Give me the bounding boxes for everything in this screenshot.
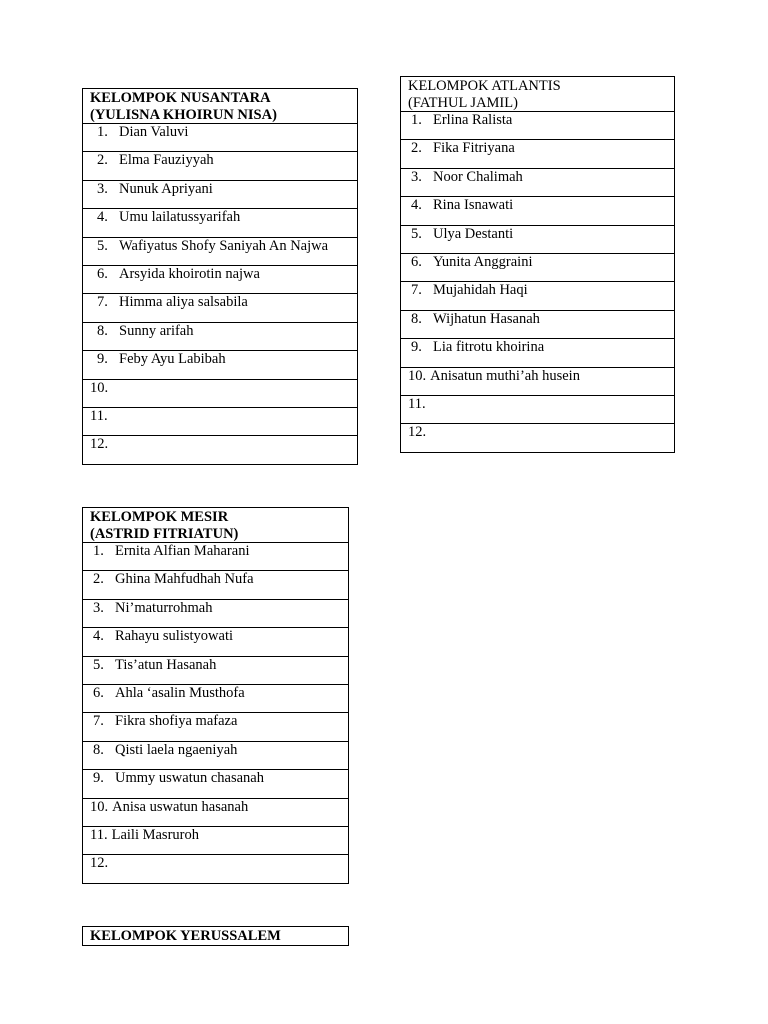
- member-row: [82, 152, 358, 180]
- member-row: [400, 169, 675, 197]
- group-coordinator: (FATHUL JAMIL): [408, 95, 518, 111]
- member-number: 4.: [93, 628, 104, 645]
- member-number: 5.: [93, 656, 104, 673]
- member-row: [82, 380, 358, 408]
- member-number: 12.: [90, 855, 109, 872]
- member-row: [82, 770, 349, 798]
- member-name: Wijhatun Hasanah: [433, 310, 540, 327]
- member-row: [400, 140, 675, 168]
- member-name: Rina Isnawati: [433, 197, 514, 214]
- member-number: 2.: [93, 571, 104, 588]
- member-row: [400, 112, 675, 140]
- member-number: 4.: [97, 209, 108, 226]
- member-row: [82, 799, 349, 827]
- member-number: 6.: [97, 265, 108, 282]
- member-row: [82, 408, 358, 436]
- member-row: [82, 238, 358, 266]
- group-nusantara: [82, 88, 358, 465]
- member-name: Dian Valuvi: [119, 124, 189, 140]
- member-row: [400, 396, 675, 424]
- member-name: Noor Chalimah: [433, 168, 523, 185]
- member-row: [82, 351, 358, 379]
- member-row: [82, 571, 349, 599]
- group-yerussalem: [82, 926, 349, 946]
- member-row: [82, 742, 349, 770]
- member-name: Fika Fitriyana: [433, 140, 515, 157]
- member-row: [82, 685, 349, 713]
- member-number: 5.: [97, 237, 108, 254]
- group-header: [82, 926, 349, 946]
- member-row: [400, 197, 675, 225]
- member-name: Anisa uswatun hasanah: [112, 798, 249, 815]
- group-mesir: [82, 507, 349, 884]
- member-number: 7.: [411, 282, 422, 299]
- member-number: 12.: [408, 424, 427, 441]
- member-number: 8.: [411, 310, 422, 327]
- member-name: Yunita Anggraini: [433, 253, 533, 270]
- member-number: 1.: [97, 124, 108, 140]
- group-coordinator: (YULISNA KHOIRUN NISA): [90, 107, 277, 123]
- member-number: 3.: [97, 180, 108, 197]
- member-row: [82, 628, 349, 656]
- member-name: Ghina Mahfudhah Nufa: [115, 571, 254, 588]
- member-list: [82, 543, 349, 884]
- member-row: [82, 436, 358, 464]
- member-name: Himma aliya salsabila: [119, 294, 248, 311]
- member-number: 4.: [411, 197, 422, 214]
- member-name: Ni’maturrohmah: [115, 599, 213, 616]
- group-title: KELOMPOK MESIR: [90, 509, 229, 525]
- member-number: 9.: [97, 351, 108, 368]
- member-name: Elma Fauziyyah: [119, 152, 214, 169]
- member-number: 2.: [411, 140, 422, 157]
- member-row: [82, 209, 358, 237]
- member-number: 10.: [90, 798, 109, 815]
- member-number: 1.: [411, 112, 422, 128]
- member-number: 12.: [90, 436, 109, 453]
- member-name: Mujahidah Haqi: [433, 282, 528, 299]
- member-name: Lia fitrotu khoirina: [433, 339, 545, 356]
- member-name: Anisatun muthi’ah husein: [430, 367, 580, 384]
- member-name: Umu lailatussyarifah: [119, 209, 241, 226]
- member-number: 7.: [97, 294, 108, 311]
- member-number: 3.: [93, 599, 104, 616]
- member-number: 2.: [97, 152, 108, 169]
- member-row: [82, 124, 358, 152]
- member-number: 5.: [411, 225, 422, 242]
- member-name: Feby Ayu Labibah: [119, 351, 226, 368]
- member-number: 7.: [93, 713, 104, 730]
- member-row: [82, 827, 349, 855]
- member-row: [400, 424, 675, 452]
- member-number: 10.: [408, 367, 427, 384]
- member-row: [400, 226, 675, 254]
- member-row: [400, 311, 675, 339]
- member-number: 1.: [93, 543, 104, 559]
- member-row: [82, 657, 349, 685]
- member-row: [400, 254, 675, 282]
- member-name: Wafiyatus Shofy Saniyah An Najwa: [119, 237, 329, 254]
- member-row: [82, 713, 349, 741]
- group-header: [82, 507, 349, 543]
- member-number: 11.: [90, 826, 108, 843]
- group-header: [82, 88, 358, 124]
- member-row: [82, 266, 358, 294]
- member-row: [82, 323, 358, 351]
- member-name: Erlina Ralista: [433, 112, 513, 128]
- member-name: Laili Masruroh: [111, 826, 199, 843]
- group-header: [400, 76, 675, 112]
- member-number: 10.: [90, 379, 109, 396]
- member-name: Qisti laela ngaeniyah: [115, 741, 238, 758]
- member-number: 6.: [93, 684, 104, 701]
- member-row: [82, 294, 358, 322]
- member-name: Fikra shofiya mafaza: [115, 713, 238, 730]
- group-coordinator: (ASTRID FITRIATUN): [90, 526, 239, 542]
- member-name: Rahayu sulistyowati: [115, 628, 234, 645]
- member-row: [400, 282, 675, 310]
- member-number: 9.: [411, 339, 422, 356]
- member-name: Ummy uswatun chasanah: [115, 770, 264, 787]
- member-name: Ahla ‘asalin Musthofa: [115, 684, 245, 701]
- member-name: Tis’atun Hasanah: [115, 656, 217, 673]
- group-atlantis: [400, 76, 675, 453]
- group-title: KELOMPOK ATLANTIS: [408, 78, 561, 94]
- member-row: [400, 368, 675, 396]
- member-number: 9.: [93, 770, 104, 787]
- member-row: [82, 600, 349, 628]
- member-list: [400, 112, 675, 453]
- member-name: Ernita Alfian Maharani: [115, 543, 250, 559]
- member-number: 8.: [97, 322, 108, 339]
- member-number: 11.: [90, 407, 108, 424]
- member-row: [82, 181, 358, 209]
- member-number: 3.: [411, 168, 422, 185]
- member-row: [82, 855, 349, 883]
- member-number: 6.: [411, 253, 422, 270]
- member-name: Nunuk Apriyani: [119, 180, 213, 197]
- member-number: 11.: [408, 395, 426, 412]
- member-name: Arsyida khoirotin najwa: [119, 265, 260, 282]
- member-row: [82, 543, 349, 571]
- member-name: Sunny arifah: [119, 322, 194, 339]
- member-number: 8.: [93, 741, 104, 758]
- group-title: KELOMPOK NUSANTARA: [90, 90, 271, 106]
- group-title: KELOMPOK YERUSSALEM: [90, 928, 281, 944]
- member-list: [82, 124, 358, 465]
- member-name: Ulya Destanti: [433, 225, 514, 242]
- member-row: [400, 339, 675, 367]
